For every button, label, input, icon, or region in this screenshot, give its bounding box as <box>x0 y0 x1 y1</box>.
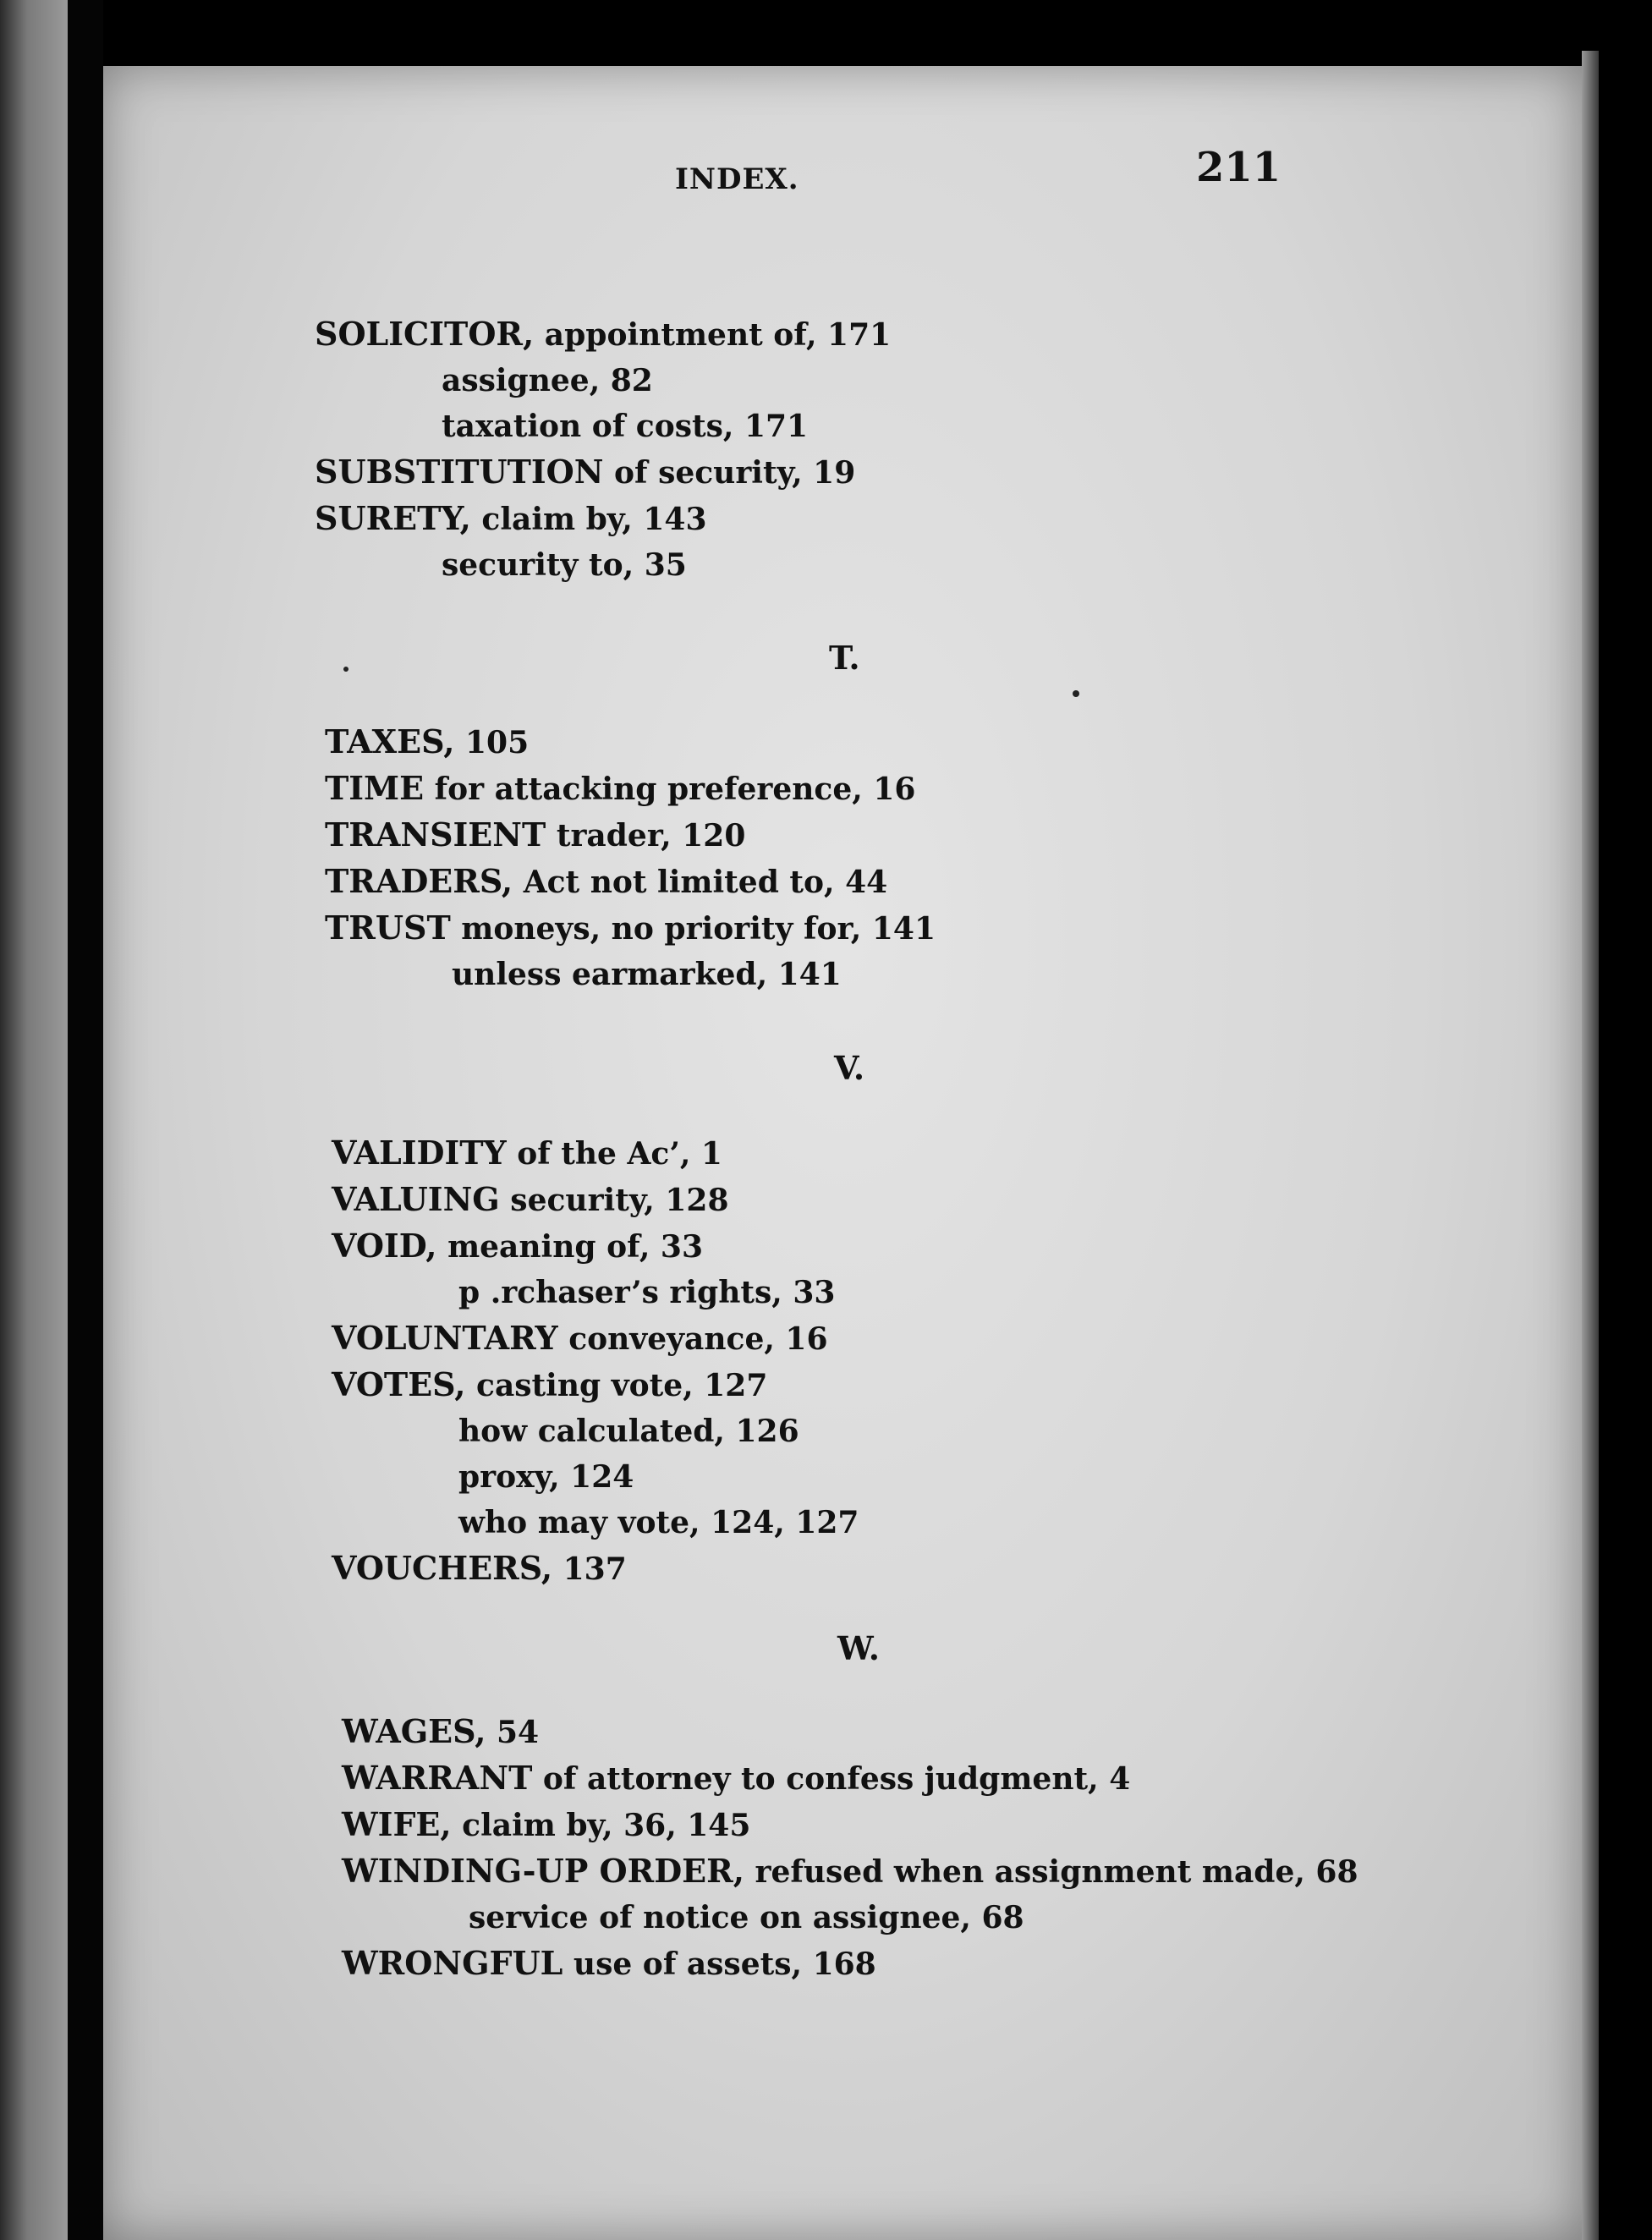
entry-text: unless earmarked, 141 <box>452 957 842 992</box>
index-subentry <box>315 404 891 449</box>
index-section-w <box>342 1709 1358 1987</box>
index-entry <box>325 766 936 812</box>
index-subentry <box>325 952 936 997</box>
index-subentry <box>332 1500 859 1545</box>
index-entry <box>332 1362 859 1408</box>
scan-speck <box>343 667 349 672</box>
index-subentry <box>315 358 891 404</box>
entry-text: appointment of, 171 <box>534 317 892 353</box>
index-subentry <box>332 1454 859 1500</box>
index-entry <box>332 1315 859 1362</box>
entry-text: how calculated, 126 <box>458 1414 799 1449</box>
index-entry <box>342 1755 1358 1802</box>
entry-heading: SUBSTITUTION <box>315 453 604 491</box>
book-binding-shadow <box>68 0 103 2240</box>
index-entry <box>325 859 936 905</box>
entry-text: refused when assignment made, 68 <box>744 1854 1358 1890</box>
entry-text: proxy, 124 <box>458 1459 634 1495</box>
index-entry <box>332 1130 859 1177</box>
entry-heading: VALUING <box>332 1180 500 1218</box>
entry-text: p .rchaser’s rights, 33 <box>458 1275 836 1310</box>
index-entry <box>342 1802 1358 1848</box>
adjacent-page-edge <box>0 0 68 2240</box>
entry-text: of attorney to confess judgment, 4 <box>532 1761 1131 1797</box>
index-entry <box>315 496 891 542</box>
entry-heading: WARRANT <box>342 1759 533 1797</box>
entry-text: 105 <box>454 725 530 760</box>
running-head: INDEX. <box>675 162 799 196</box>
index-entry <box>315 449 891 496</box>
entry-heading: VOTES, <box>332 1365 466 1403</box>
entry-heading: VOID, <box>332 1227 437 1265</box>
entry-text: meaning of, 33 <box>436 1229 703 1265</box>
page-number: 211 <box>1196 144 1282 191</box>
entry-heading: SOLICITOR, <box>315 315 535 353</box>
entry-heading: VOUCHERS, <box>332 1549 553 1587</box>
index-section-t <box>325 719 936 997</box>
entry-text: of the Ac’, 1 <box>506 1136 722 1172</box>
index-section-s <box>315 311 891 588</box>
entry-heading: WINDING-UP ORDER, <box>342 1852 744 1890</box>
entry-text: 54 <box>486 1715 540 1750</box>
entry-text: moneys, no priority for, 141 <box>450 911 936 947</box>
index-entry <box>342 1848 1358 1895</box>
entry-heading: TAXES, <box>325 722 455 760</box>
entry-text: service of notice on assignee, 68 <box>469 1900 1024 1935</box>
index-entry <box>342 1709 1358 1755</box>
entry-heading: WRONGFUL <box>342 1944 563 1982</box>
entry-text: use of assets, 168 <box>563 1946 876 1982</box>
page-right-edge <box>1582 51 1599 2240</box>
entry-text: security to, 35 <box>442 547 687 583</box>
entry-heading: TRANSIENT <box>325 815 546 854</box>
index-subentry <box>342 1895 1358 1941</box>
entry-heading: WIFE, <box>342 1805 452 1843</box>
index-entry <box>342 1941 1358 1987</box>
index-subentry <box>332 1408 859 1454</box>
entry-heading: TIME <box>325 769 425 807</box>
section-letter-w: W. <box>837 1629 880 1667</box>
index-entry <box>332 1177 859 1223</box>
index-entry <box>325 905 936 952</box>
section-letter-t: T. <box>829 639 860 677</box>
entry-heading: VALIDITY <box>332 1134 507 1172</box>
index-entry <box>325 719 936 766</box>
entry-text: assignee, 82 <box>442 363 653 398</box>
entry-heading: SURETY, <box>315 499 471 537</box>
entry-text: 137 <box>552 1551 627 1587</box>
index-subentry <box>332 1270 859 1315</box>
index-entry <box>315 311 891 358</box>
index-entry <box>332 1545 859 1592</box>
entry-text: for attacking preference, 16 <box>424 771 916 807</box>
index-subentry <box>315 542 891 588</box>
entry-heading: TRADERS, <box>325 862 513 900</box>
entry-text: claim by, 143 <box>470 502 707 537</box>
entry-text: conveyance, 16 <box>557 1321 828 1357</box>
entry-text: trader, 120 <box>546 818 746 854</box>
index-entry <box>332 1223 859 1270</box>
entry-heading: WAGES, <box>342 1712 486 1750</box>
entry-heading: TRUST <box>325 909 451 947</box>
entry-text: security, 128 <box>499 1183 729 1218</box>
entry-text: of security, 19 <box>603 455 856 491</box>
entry-text: casting vote, 127 <box>465 1368 768 1403</box>
scan-speck <box>1073 690 1079 697</box>
entry-text: claim by, 36, 145 <box>451 1808 751 1843</box>
index-entry <box>325 812 936 859</box>
section-letter-v: V. <box>834 1049 865 1087</box>
entry-heading: VOLUNTARY <box>332 1319 558 1357</box>
entry-text: Act not limited to, 44 <box>513 865 888 900</box>
entry-text: taxation of costs, 171 <box>442 409 809 444</box>
index-section-v <box>332 1130 859 1592</box>
entry-text: who may vote, 124, 127 <box>458 1505 859 1540</box>
